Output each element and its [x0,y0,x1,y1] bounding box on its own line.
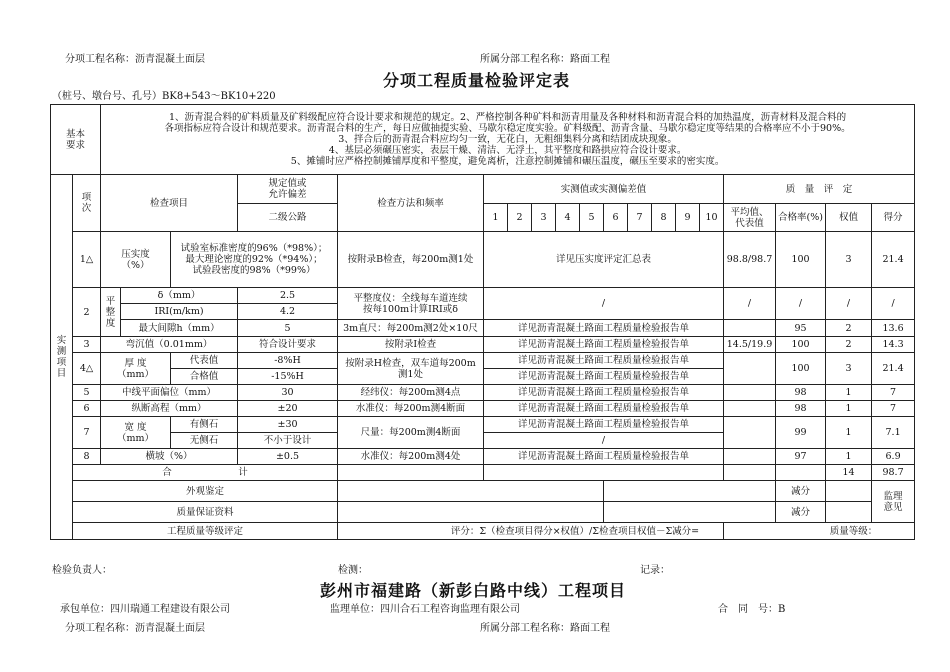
measured-values: 详见沥青混凝土路面工程质量检验报告单 [484,353,724,369]
measure-no: 3 [532,204,556,232]
avg-value: 14.5/19.9 [724,337,776,353]
spec-value: 2.5 [238,288,338,304]
check-method: 经纬仪：每200m测4点 [338,385,484,401]
weight: 1 [826,401,872,417]
score: 14.3 [872,337,915,353]
measure-no: 9 [676,204,700,232]
project-title: 彭州市福建路（新彭白路中线）工程项目 [320,581,627,600]
total-measured [484,465,724,481]
page-title: 分项工程质量检验评定表 [383,71,571,90]
avg-header [724,204,776,232]
deduct-value [826,481,872,502]
division-name: 所属分部工程名称：路面工程 [480,54,610,65]
side-label-char: 测 [56,346,67,357]
basic-label-line2: 要求 [66,139,86,151]
check-item: 纵断高程（mm） [101,401,238,417]
pass-rate: 98 [776,385,826,401]
measure-no: 10 [700,204,724,232]
check-method-line2: 按每100m计算IRI或δ [363,303,459,315]
score-header: 得分 [872,204,915,232]
measured-values: 详见沥青混凝土路面工程质量检验报告单 [484,320,724,337]
score: 21.4 [872,232,915,288]
item-no-header-line2: 次 [81,203,92,214]
item-no: 6 [73,401,101,417]
check-method: 按附录I检查 [338,337,484,353]
measure-no: 4 [556,204,580,232]
side-label-char: 目 [56,368,67,379]
recorder-signature: 记录： [640,565,670,576]
score: 13.6 [872,320,915,337]
contract-no: 合 同 号：B [718,604,786,615]
spec-value: ±0.5 [238,449,338,465]
score-formula: 评分：Σ（检查项目得分×权值）/Σ检查项目权值－Σ减分= [338,523,724,540]
flatness-char: 度 [105,317,116,329]
item-no: 4△ [73,353,101,385]
total-score: 98.7 [872,465,915,481]
grade-label: 工程质量等级评定 [73,523,338,540]
weight: 1 [826,385,872,401]
item-no: 1△ [73,232,101,288]
item-no-header [73,175,101,232]
measure-no: 5 [580,204,604,232]
basic-requirements-label [51,105,101,175]
quality-evaluation-header: 质 量 评 定 [724,175,915,204]
deduct-label: 减分 [776,502,826,523]
pass-rate: / [776,288,826,320]
item-no: 5 [73,385,101,401]
deduct-value [826,502,872,523]
requirement-line: 1、沥青混合料的矿料质量及矿料级配应符合设计要求和规范的规定。2、严格控制各种矿料和沥青用量及各种材料和沥青混合料的加热温度，沥青材料及混合料的 [169,112,847,123]
table-row [51,353,915,369]
weight: 3 [826,353,872,385]
measure-no: 6 [604,204,628,232]
grade-row [51,523,915,540]
measure-no: 1 [484,204,508,232]
avg-value [724,353,776,385]
supervisor-opinion-label [872,481,915,523]
pass-rate-header: 合格率(%) [776,204,826,232]
supervisor-line2: 意见 [883,501,903,513]
check-method-line1: 按附录H检查，双车道每200m [345,357,476,369]
flatness-char: 平 [105,295,116,307]
check-method: 3m直尺：每200m测2处×10尺 [338,320,484,337]
avg-header-line1: 平均值、 [730,206,769,218]
check-item: 中线平面偏位（mm） [101,385,238,401]
pass-rate: 97 [776,449,826,465]
avg-value [724,401,776,417]
check-item-line2: （%） [121,259,150,271]
total-row [51,465,915,481]
spec-grade-header: 二级公路 [238,204,338,232]
check-method: 尺量：每200m测4断面 [338,417,484,449]
pass-rate: 95 [776,320,826,337]
measured-values: 详见沥青混凝土路面工程质量检验报告单 [484,401,724,417]
supervisor-unit: 监理单位：四川合石工程咨询监理有限公司 [330,604,520,615]
measure-no: 8 [652,204,676,232]
item-no-header-line1: 项 [81,192,92,203]
table-row [51,337,915,353]
check-method: 水准仪：每200m测4断面 [338,401,484,417]
sub-item: 代表值 [171,353,238,369]
pass-rate: 98 [776,401,826,417]
check-item-line1: 厚 度 [124,357,147,369]
score: / [872,288,915,320]
check-item: 最大间隙h（mm） [121,320,238,337]
total-weight: 14 [826,465,872,481]
supervisor-line1: 监理 [883,490,903,502]
quality-grade: 质量等级： [724,523,915,540]
check-item [101,232,171,288]
score: 21.4 [872,353,915,385]
score: 7.1 [872,417,915,449]
check-method-line2: 测1处 [397,368,424,380]
score: 7 [872,401,915,417]
weight: 2 [826,337,872,353]
quality-docs-label: 质量保证资料 [73,502,338,523]
avg-header-line2: 代表值 [735,217,764,229]
spec-value: 5 [238,320,338,337]
sub-item: 有侧石 [171,417,238,433]
requirement-line: 5、摊铺时应严格控制摊铺厚度和平整度，避免离析，注意控制摊铺和碾压温度，碾压至要求的密实度。 [290,156,725,167]
check-method-line1: 平整度仪：全线每车道连续 [353,292,468,304]
weight-header: 权值 [826,204,872,232]
check-item-header: 检查项目 [101,175,238,232]
quality-docs-value [338,502,604,523]
avg-value: 98.8/98.7 [724,232,776,288]
table-row [51,320,915,337]
measured-items-side-label [51,175,73,540]
spec-value: 符合设计要求 [238,337,338,353]
check-item-line1: 压实度 [121,248,150,260]
measured-values: / [484,288,724,320]
inspector-signature: 检验负责人： [52,565,112,576]
requirement-line: 4、基层必须碾压密实，表层干燥、清洁、无浮土，其平整度和路拱应符合设计要求。 [328,145,687,156]
total-avg [724,465,776,481]
weight: / [826,288,872,320]
spec-value: -15%H [238,369,338,385]
side-label-char: 项 [56,357,67,368]
spec-value: 不小于设计 [238,433,338,449]
check-item: δ（mm） [121,288,238,304]
check-method [338,353,484,385]
flatness-label [101,288,121,337]
measure-no: 2 [508,204,532,232]
measured-values: 详见沥青混凝土路面工程质量检验报告单 [484,369,724,385]
weight: 2 [826,320,872,337]
sub-item: 无侧石 [171,433,238,449]
spec-line: 试验室标准密度的96%（*98%）； [180,243,328,254]
footer-division: 所属分部工程名称：路面工程 [480,623,610,634]
measured-values: 详见沥青混凝土路面工程质量检验报告单 [484,417,724,433]
appearance-spacer [604,481,776,502]
spec-value: 30 [238,385,338,401]
spec-value: ±30 [238,417,338,433]
spec-line: 最大理论密度的92%（*94%）； [185,254,323,265]
quality-docs-spacer [604,502,776,523]
spec-value: 4.2 [238,304,338,320]
check-item-line2: （mm） [117,432,155,444]
requirement-line: 3、拌合后的沥青混合料应均匀一致，无花白，无粗细集料分离和结团成块现象。 [338,134,677,145]
avg-value: / [724,288,776,320]
station-range: （桩号、墩台号、孔号）BK8+543～BK10+220 [52,91,276,102]
item-no: 7 [73,417,101,449]
appearance-row [51,481,915,502]
check-item [101,417,171,449]
measured-values: 详见沥青混凝土路面工程质量检验报告单 [484,337,724,353]
footer-sub-project: 分项工程名称：沥青混凝土面层 [65,623,205,634]
sub-project-name: 分项工程名称：沥青混凝土面层 [65,54,205,65]
spec-line: 试验段密度的98%（*99%） [192,265,316,276]
basic-label-line1: 基本 [66,128,86,140]
avg-value [724,449,776,465]
table-row [51,385,915,401]
contractor: 承包单位：四川瑞通工程建设有限公司 [60,604,230,615]
measured-values-header: 实测值或实测偏差值 [484,175,724,204]
pass-rate: 99 [776,417,826,449]
check-item-line2: （mm） [117,368,155,380]
check-method: 按附录B检查，每200m测1处 [338,232,484,288]
score: 6.9 [872,449,915,465]
deduct-label: 减分 [776,481,826,502]
table-row [51,401,915,417]
item-no: 2 [73,288,101,337]
requirement-line: 各项指标应符合设计和规范要求。沥青混合料的生产，每日应做抽提实验、马歇尔稳定度实验。矿料级配、沥青含量、马歇尔稳定度等结果的合格率应不小于90%。 [164,123,851,134]
sub-item: 合格值 [171,369,238,385]
quality-evaluation-table [50,104,915,540]
spec-value: -8%H [238,353,338,369]
check-method: 水准仪：每200m测4处 [338,449,484,465]
spec-header-line1: 规定值或 [268,178,307,189]
pass-rate: 100 [776,232,826,288]
table-row [51,232,915,288]
avg-value [724,320,776,337]
table-row [51,449,915,465]
check-item [101,353,171,385]
pass-rate: 100 [776,353,826,385]
pass-rate: 100 [776,337,826,353]
item-no: 8 [73,449,101,465]
basic-requirements-text [101,105,915,175]
table-row [51,417,915,433]
spec-value: ±20 [238,401,338,417]
check-item: 弯沉值（0.01mm） [101,337,238,353]
appearance-label: 外观鉴定 [73,481,338,502]
avg-value [724,385,776,401]
tester-signature: 检测： [338,565,368,576]
method-header: 检查方法和频率 [338,175,484,232]
total-label: 合 计 [73,465,338,481]
item-no: 3 [73,337,101,353]
weight: 1 [826,449,872,465]
check-item-line1: 宽 度 [124,421,147,433]
weight: 1 [826,417,872,449]
spec-header [238,175,338,204]
measured-values: 详见压实度评定汇总表 [484,232,724,288]
check-item: 横坡（%） [101,449,238,465]
check-item: IRI(m/km) [121,304,238,320]
total-method [338,465,484,481]
weight: 3 [826,232,872,288]
spec-value [171,232,338,288]
score: 7 [872,385,915,401]
measured-values: 详见沥青混凝土路面工程质量检验报告单 [484,385,724,401]
total-rate [776,465,826,481]
measured-values: 详见沥青混凝土路面工程质量检验报告单 [484,449,724,465]
table-row [51,288,915,304]
measure-no: 7 [628,204,652,232]
quality-docs-row [51,502,915,523]
spec-header-line2: 允许偏差 [268,189,307,200]
appearance-value [338,481,604,502]
measured-values: / [484,433,724,449]
avg-value [724,417,776,449]
side-label-char: 实 [56,335,67,346]
check-method [338,288,484,320]
flatness-char: 整 [105,306,116,318]
